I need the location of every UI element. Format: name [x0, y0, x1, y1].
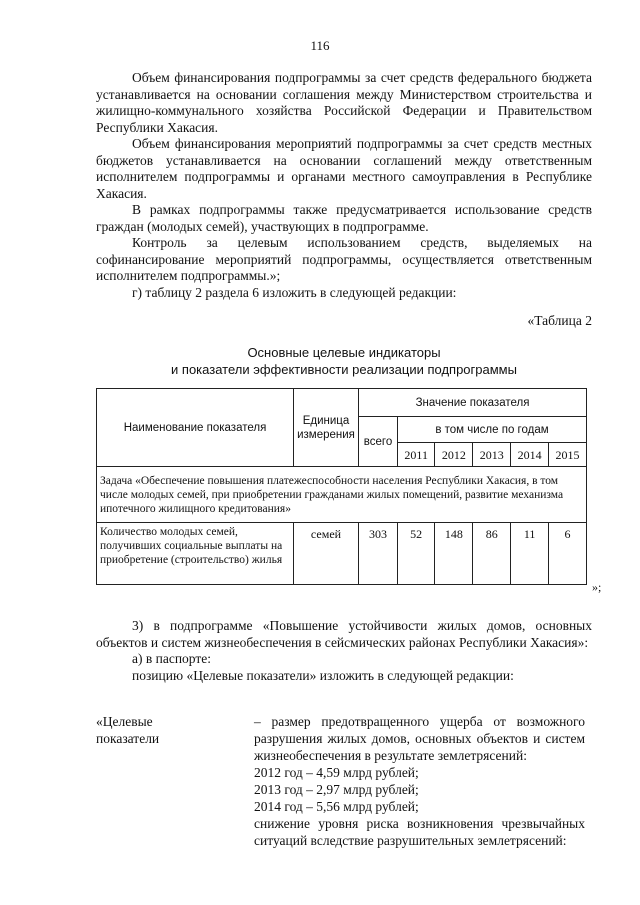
passport-line-1: – размер предотвращенного ущерба от возможного разрушения жилых домов, основных объектов и систем жизнеобеспечения в результате землетрясений:	[254, 714, 585, 763]
intro-paragraph-5: г) таблицу 2 раздела 6 изложить в следующей редакции:	[132, 284, 457, 300]
passport-text	[254, 713, 585, 849]
page-number: 116	[310, 38, 330, 53]
intro-text	[96, 70, 592, 301]
row-value-2014: 11	[511, 523, 549, 585]
year-2013: 2013	[473, 443, 511, 467]
row-value-2015: 6	[549, 523, 587, 585]
passport-line-5: снижение уровня риска возникновения чрезвычайных ситуаций вследствие разрушительных землетрясений:	[254, 816, 585, 848]
table-title-line-2: и показатели эффективности реализации подпрограммы	[171, 362, 517, 377]
row-name: Количество молодых семей, получивших социальные выплаты на приобретение (строительство) жилья	[97, 523, 294, 585]
passport-line-3: 2013 год – 2,97 млрд рублей;	[254, 782, 419, 797]
header-by-years: в том числе по годам	[398, 417, 587, 443]
intro-paragraph-4: Контроль за целевым использованием средств, выделяемых на софинансирование мероприятий подпрограммы, осуществляется ответственным исполнителем подпрограммы.»;	[96, 235, 592, 283]
table-title-line-1: Основные целевые индикаторы	[247, 345, 441, 360]
header-total: всего	[359, 417, 398, 467]
row-unit: семей	[294, 523, 359, 585]
passport-label: «Целевые показатели	[96, 714, 160, 746]
section-text	[96, 618, 592, 684]
passport-line-4: 2014 год – 5,56 млрд рублей;	[254, 799, 419, 814]
passport-line-2: 2012 год – 4,59 млрд рублей;	[254, 765, 419, 780]
intro-paragraph-1: Объем финансирования подпрограммы за счет средств федерального бюджета устанавливается на основании соглашения между Министерством строительства и жилищно-коммунального хозяйства Российской Федерации и Правительством Республики Хакасия.	[96, 70, 592, 135]
intro-paragraph-3: В рамках подпрограммы также предусматривается использование средств граждан (молодых семей), участвующих в подпрограмме.	[96, 202, 592, 234]
header-name: Наименование показателя	[97, 389, 294, 467]
row-value-2011: 52	[398, 523, 435, 585]
row-value-2013: 86	[473, 523, 511, 585]
table-closing-quote: »;	[592, 580, 602, 594]
year-2014: 2014	[511, 443, 549, 467]
row-value-2012: 148	[435, 523, 473, 585]
header-value: Значение показателя	[359, 389, 587, 417]
section-paragraph-3: позицию «Целевые показатели» изложить в следующей редакции:	[132, 667, 514, 683]
intro-paragraph-2: Объем финансирования мероприятий подпрограммы за счет средств местных бюджетов устанавливается на основании соглашений между ответственным исполнителем подпрограммы и органами местного самоуправления в Республике Хакасия.	[96, 136, 592, 201]
year-2012: 2012	[435, 443, 473, 467]
indicators-table	[96, 388, 587, 585]
section-paragraph-2: а) в паспорте:	[132, 651, 212, 666]
section-paragraph-1: 3) в подпрограмме «Повышение устойчивости жилых домов, основных объектов и систем жизнеобеспечения в сейсмических районах Республики Хакасия»:	[96, 618, 592, 650]
year-2011: 2011	[398, 443, 435, 467]
header-unit: Единица измерения	[294, 389, 359, 467]
row-total: 303	[359, 523, 398, 585]
task-row: Задача «Обеспечение повышения платежеспособности населения Республики Хакасия, в том числе молодых семей, при приобретении гражданами жилых помещений, развитие механизма ипотечного жилищного кредитования»	[97, 467, 587, 523]
table-label: «Таблица 2	[527, 313, 592, 328]
year-2015: 2015	[549, 443, 587, 467]
